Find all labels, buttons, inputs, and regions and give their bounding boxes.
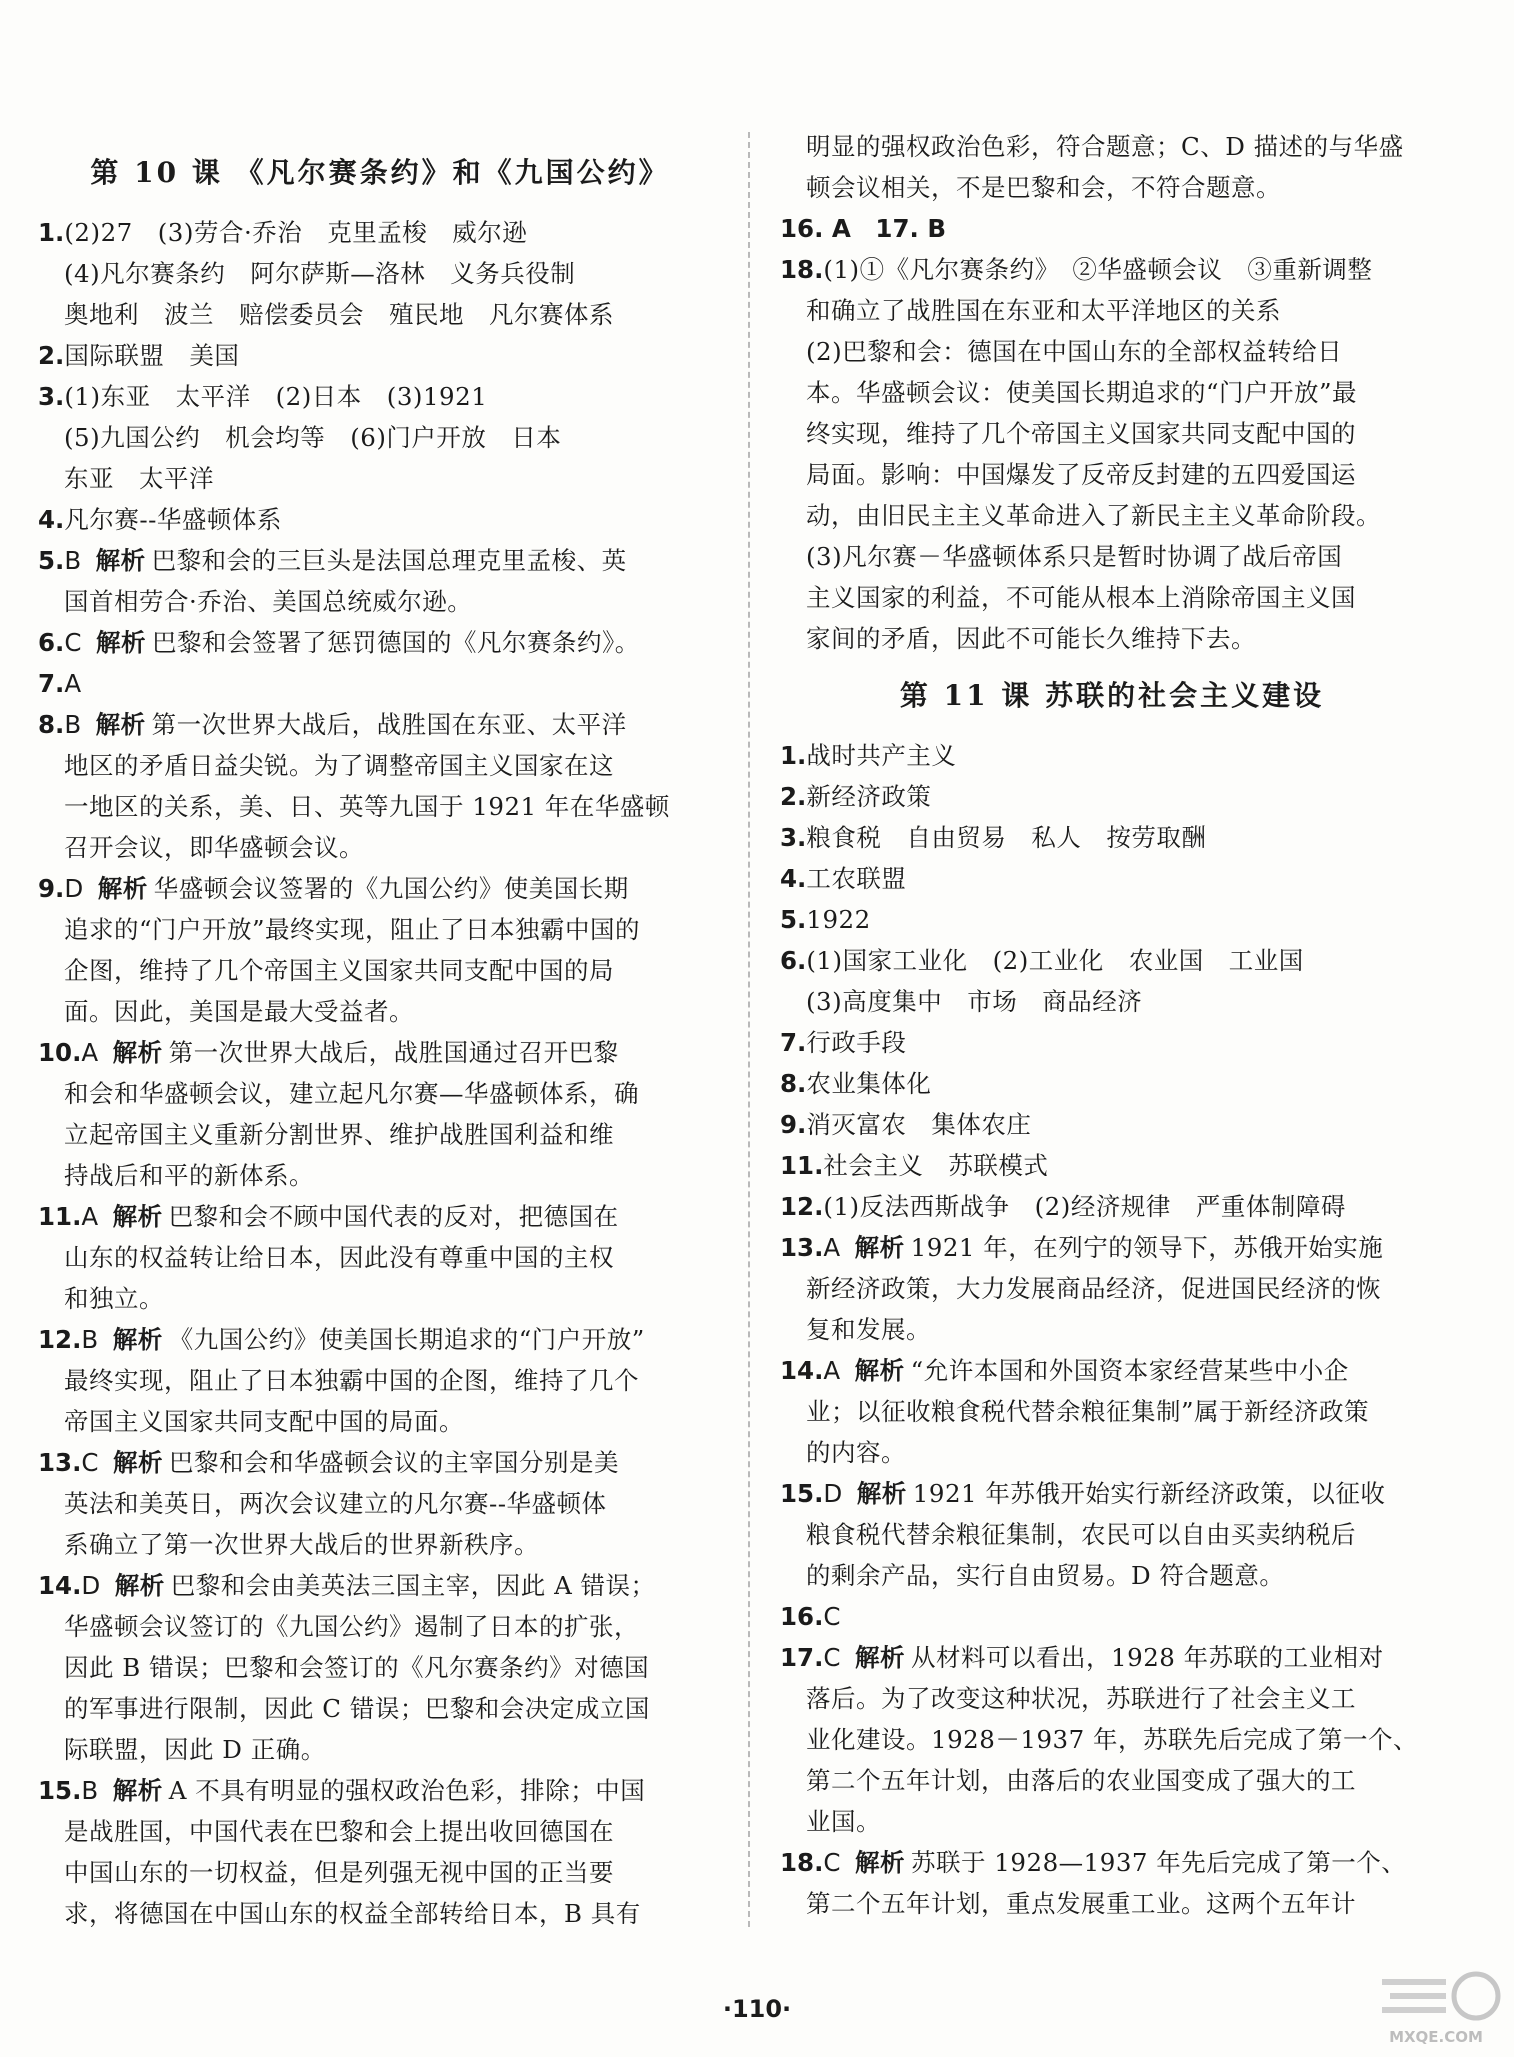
analysis-label: 解析 — [854, 1356, 905, 1385]
answer-text: 粮食税 自由贸易 私人 按劳取酬 — [806, 823, 1207, 852]
question-number: 11. — [38, 1202, 82, 1231]
answer-text-line: 主义国家的利益，不可能从根本上消除帝国主义国 — [806, 583, 1356, 612]
answer-text-line: 和独立。 — [64, 1284, 164, 1313]
answer-text: (1)①《凡尔赛条约》 ②华盛顿会议 ③重新调整 — [823, 255, 1373, 284]
answer-item: 16. A 17. B — [780, 214, 946, 243]
answer-choice: C — [823, 1848, 842, 1877]
question-number: 18. — [780, 1848, 824, 1877]
analysis-label: 解析 — [112, 1202, 163, 1231]
answer-text-line: 业；以征收粮食税代替余粮征集制”属于新经济政策 — [806, 1397, 1370, 1426]
answer-text-line: 奥地利 波兰 赔偿委员会 殖民地 凡尔赛体系 — [64, 300, 614, 329]
answer-text: 华盛顿会议签署的《九国公约》使美国长期 — [153, 874, 629, 903]
question-number: 15. — [780, 1479, 824, 1508]
answer-choice: A — [823, 1233, 841, 1262]
analysis-label: 解析 — [112, 1038, 163, 1067]
answer-text-line: 中国山东的一切权益，但是列强无视中国的正当要 — [64, 1858, 614, 1887]
question-number: 1. — [780, 741, 807, 770]
answer-item — [780, 858, 1444, 899]
question-number: 12. — [780, 1192, 824, 1221]
answer-text-line: 最终实现，阻止了日本独霸中国的企图，维持了几个 — [64, 1366, 639, 1395]
answer-text-line: 和会和华盛顿会议，建立起凡尔赛—华盛顿体系，确 — [64, 1079, 639, 1108]
answer-text: 巴黎和会和华盛顿会议的主宰国分别是美 — [169, 1448, 620, 1477]
answer-text-line: 落后。为了改变这种状况，苏联进行了社会主义工 — [806, 1684, 1356, 1713]
answer-text: 《九国公约》使美国长期追求的“门户开放” — [168, 1325, 645, 1354]
answer-item — [780, 1186, 1444, 1227]
answer-text-line: 新经济政策，大力发展商品经济，促进国民经济的恢 — [806, 1274, 1381, 1303]
answer-text-line: 求，将德国在中国山东的权益全部转给日本，B 具有 — [64, 1899, 641, 1928]
answer-item — [38, 1196, 722, 1237]
answer-text: 社会主义 苏联模式 — [823, 1151, 1049, 1180]
answer-text: 行政手段 — [806, 1028, 907, 1057]
answer-text-line: 的军事进行限制，因此 C 错误；巴黎和会决定成立国 — [64, 1694, 650, 1723]
analysis-label: 解析 — [95, 628, 146, 657]
answer-text: 第一次世界大战后，战胜国通过召开巴黎 — [168, 1038, 619, 1067]
answer-choice: A — [81, 1202, 99, 1231]
answer-text-line: (5)九国公约 机会均等 (6)门户开放 日本 — [64, 423, 562, 452]
answer-text-line: 终实现，维持了几个帝国主义国家共同支配中国的 — [806, 419, 1356, 448]
answer-text-line: 第二个五年计划，由落后的农业国变成了强大的工 — [806, 1766, 1356, 1795]
question-number: 13. — [38, 1448, 82, 1477]
answer-text-line: (4)凡尔赛条约 阿尔萨斯—洛林 义务兵役制 — [64, 259, 576, 288]
analysis-label: 解析 — [95, 546, 146, 575]
answer-text: 工农联盟 — [806, 864, 907, 893]
answer-text-line: 面。因此，美国是最大受益者。 — [64, 997, 414, 1026]
answer-text: 巴黎和会由美英法三国主宰，因此 A 错误； — [170, 1571, 656, 1600]
right-column — [780, 126, 1444, 1924]
answer-text: (1)东亚 太平洋 (2)日本 (3)1921 — [64, 382, 488, 411]
question-number: 7. — [780, 1028, 807, 1057]
answer-item — [780, 1063, 1444, 1104]
analysis-label: 解析 — [856, 1479, 907, 1508]
answer-item — [780, 1104, 1444, 1145]
answer-choice: A — [64, 669, 82, 698]
left-column — [38, 126, 722, 1934]
analysis-label: 解析 — [97, 874, 148, 903]
question-number: 6. — [38, 628, 65, 657]
answer-item — [38, 1442, 722, 1483]
answer-item — [780, 1842, 1444, 1883]
answer-text-line: 东亚 太平洋 — [64, 464, 214, 493]
answer-text-line: 复和发展。 — [806, 1315, 931, 1344]
answer-item — [38, 499, 722, 540]
answer-text: (1)国家工业化 (2)工业化 农业国 工业国 — [806, 946, 1304, 975]
answer-text-line: 英法和美英日，两次会议建立的凡尔赛--华盛顿体 — [64, 1489, 607, 1518]
question-number: 14. — [38, 1571, 82, 1600]
question-number: 9. — [38, 874, 65, 903]
answer-item — [38, 1319, 722, 1360]
lesson-title: 第 10 课 《凡尔赛条约》和《九国公约》 — [90, 156, 670, 189]
answer-item — [780, 776, 1444, 817]
answer-item — [780, 1022, 1444, 1063]
answer-item — [38, 540, 722, 581]
analysis-label: 解析 — [854, 1233, 905, 1262]
answer-text-line: 家间的矛盾，因此不可能长久维持下去。 — [806, 624, 1256, 653]
answer-item — [780, 1350, 1444, 1391]
answer-item — [38, 622, 722, 663]
answer-text-line: 山东的权益转让给日本，因此没有尊重中国的主权 — [64, 1243, 614, 1272]
question-number: 11. — [780, 1151, 824, 1180]
answer-choice: B — [64, 546, 82, 575]
answer-item — [780, 249, 1444, 290]
answer-text: 1921 年苏俄开始实行新经济政策，以征收 — [912, 1479, 1386, 1508]
answer-item — [780, 899, 1444, 940]
watermark-logo — [1372, 1962, 1502, 2048]
question-number: 5. — [780, 905, 807, 934]
analysis-label: 解析 — [112, 1776, 163, 1805]
answer-text-line: 第二个五年计划，重点发展重工业。这两个五年计 — [806, 1889, 1356, 1918]
answer-item — [38, 1565, 722, 1606]
page-number: ·110· — [722, 1995, 792, 2023]
answer-text-line: 局面。影响：中国爆发了反帝反封建的五四爱国运 — [806, 460, 1356, 489]
answer-text: 巴黎和会签署了惩罚德国的《凡尔赛条约》。 — [151, 628, 640, 657]
question-number: 18. — [780, 255, 824, 284]
answer-text-line: 业国。 — [806, 1807, 881, 1836]
question-number: 7. — [38, 669, 65, 698]
answer-item — [780, 1637, 1444, 1678]
answer-item — [38, 868, 722, 909]
answer-text-line: (2)巴黎和会：德国在中国山东的全部权益转给日 — [806, 337, 1343, 366]
answer-item — [38, 704, 722, 745]
answer-choice: C — [823, 1643, 842, 1672]
answer-text-line: 召开会议，即华盛顿会议。 — [64, 833, 364, 862]
answer-choice: C — [81, 1448, 100, 1477]
answer-text-line: 明显的强权政治色彩，符合题意；C、D 描述的与华盛 — [806, 132, 1404, 161]
answer-text-line: 地区的矛盾日益尖锐。为了调整帝国主义国家在这 — [64, 751, 614, 780]
answer-text-line: 一地区的关系，美、日、英等九国于 1921 年在华盛顿 — [64, 792, 670, 821]
answer-text-line: 系确立了第一次世界大战后的世界新秩序。 — [64, 1530, 539, 1559]
question-number: 9. — [780, 1110, 807, 1139]
analysis-label: 解析 — [855, 1643, 906, 1672]
question-number: 15. — [38, 1776, 82, 1805]
question-number: 3. — [780, 823, 807, 852]
answer-choice: D — [81, 1571, 101, 1600]
answer-text-line: 帝国主义国家共同支配中国的局面。 — [64, 1407, 464, 1436]
answer-text-line: 华盛顿会议签订的《九国公约》遏制了日本的扩张， — [64, 1612, 639, 1641]
answer-item — [38, 663, 722, 704]
answer-choice: B — [81, 1325, 99, 1354]
answer-item — [780, 1145, 1444, 1186]
question-number: 6. — [780, 946, 807, 975]
question-number: 13. — [780, 1233, 824, 1262]
question-number: 10. — [38, 1038, 82, 1067]
answer-text-line: (3)高度集中 市场 商品经济 — [806, 987, 1143, 1016]
answer-choice: A — [823, 1356, 841, 1385]
answer-text-line: 是战胜国，中国代表在巴黎和会上提出收回德国在 — [64, 1817, 614, 1846]
answer-text: A 不具有明显的强权政治色彩，排除；中国 — [168, 1776, 646, 1805]
question-number: 8. — [780, 1069, 807, 1098]
question-number: 12. — [38, 1325, 82, 1354]
answer-text-line: 追求的“门户开放”最终实现，阻止了日本独霸中国的 — [64, 915, 641, 944]
question-number: 17. — [780, 1643, 824, 1672]
answer-text-line: (3)凡尔赛－华盛顿体系只是暂时协调了战后帝国 — [806, 542, 1343, 571]
answer-text: 第一次世界大战后，战胜国在东亚、太平洋 — [151, 710, 627, 739]
answer-text-line: 的剩余产品，实行自由贸易。D 符合题意。 — [806, 1561, 1285, 1590]
answer-text: 苏联于 1928—1937 年先后完成了第一个、 — [911, 1848, 1407, 1877]
analysis-label: 解析 — [95, 710, 146, 739]
answer-choice: A — [81, 1038, 99, 1067]
answer-text: 巴黎和会不顾中国代表的反对，把德国在 — [168, 1202, 619, 1231]
answer-text-line: 持战后和平的新体系。 — [64, 1161, 314, 1190]
answer-text: 农业集体化 — [806, 1069, 932, 1098]
answer-text: 从材料可以看出，1928 年苏联的工业相对 — [911, 1643, 1384, 1672]
svg-text:MXQE.COM: MXQE.COM — [1389, 2028, 1483, 2046]
analysis-label: 解析 — [114, 1571, 165, 1600]
answer-text: “允许本国和外国资本家经营某些中小企 — [910, 1356, 1349, 1385]
answer-item — [38, 1032, 722, 1073]
question-number: 8. — [38, 710, 65, 739]
question-number: 1. — [38, 218, 65, 247]
answer-choice: D — [64, 874, 84, 903]
answer-item — [780, 735, 1444, 776]
answer-text: 国际联盟 美国 — [64, 341, 240, 370]
answer-item — [780, 1473, 1444, 1514]
answer-item — [38, 1770, 722, 1811]
answer-text-line: 和确立了战胜国在东亚和太平洋地区的关系 — [806, 296, 1281, 325]
analysis-label: 解析 — [113, 1448, 164, 1477]
answer-text-line: 因此 B 错误；巴黎和会签订的《凡尔赛条约》对德国 — [64, 1653, 650, 1682]
column-divider — [748, 132, 750, 1927]
answer-choice: B — [64, 710, 82, 739]
answer-text: 1922 — [806, 905, 871, 934]
answer-text: 消灭富农 集体农庄 — [806, 1110, 1032, 1139]
answer-choice: C — [823, 1602, 842, 1631]
answer-text-line: 粮食税代替余粮征集制，农民可以自由买卖纳税后 — [806, 1520, 1356, 1549]
answer-text-line: 动，由旧民主主义革命进入了新民主主义革命阶段。 — [806, 501, 1381, 530]
answer-text: 凡尔赛--华盛顿体系 — [64, 505, 282, 534]
answer-text-line: 立起帝国主义重新分割世界、维护战胜国利益和维 — [64, 1120, 614, 1149]
answer-text: 1921 年，在列宁的领导下，苏俄开始实施 — [910, 1233, 1384, 1262]
answer-text: 战时共产主义 — [806, 741, 957, 770]
analysis-label: 解析 — [112, 1325, 163, 1354]
question-number: 3. — [38, 382, 65, 411]
answer-item — [38, 376, 722, 417]
question-number: 5. — [38, 546, 65, 575]
question-number: 14. — [780, 1356, 824, 1385]
answer-text-line: 的内容。 — [806, 1438, 906, 1467]
lesson-title: 第 11 课 苏联的社会主义建设 — [899, 679, 1325, 712]
answer-item — [780, 817, 1444, 858]
question-number: 2. — [38, 341, 65, 370]
answer-text: (1)反法西斯战争 (2)经济规律 严重体制障碍 — [823, 1192, 1346, 1221]
answer-item — [38, 212, 722, 253]
answer-item — [38, 335, 722, 376]
question-number: 4. — [780, 864, 807, 893]
answer-text-line: 顿会议相关，不是巴黎和会，不符合题意。 — [806, 173, 1281, 202]
answer-text: (2)27 (3)劳合·乔治 克里孟梭 威尔逊 — [64, 218, 528, 247]
answer-text-line: 企图，维持了几个帝国主义国家共同支配中国的局 — [64, 956, 614, 985]
answer-text: 新经济政策 — [806, 782, 932, 811]
answer-text-line: 本。华盛顿会议：使美国长期追求的“门户开放”最 — [806, 378, 1358, 407]
analysis-label: 解析 — [855, 1848, 906, 1877]
answer-choice: B — [81, 1776, 99, 1805]
answer-text-line: 际联盟，因此 D 正确。 — [64, 1735, 326, 1764]
answer-text-line: 国首相劳合·乔治、美国总统威尔逊。 — [64, 587, 473, 616]
answer-text: 巴黎和会的三巨头是法国总理克里孟梭、英 — [151, 546, 627, 575]
answer-item — [780, 1596, 1444, 1637]
question-number: 4. — [38, 505, 65, 534]
answer-item — [780, 1227, 1444, 1268]
question-number: 2. — [780, 782, 807, 811]
question-number: 16. — [780, 1602, 824, 1631]
answer-text-line: 业化建设。1928－1937 年，苏联先后完成了第一个、 — [806, 1725, 1418, 1754]
answer-item — [780, 940, 1444, 981]
answer-choice: C — [64, 628, 82, 657]
answer-choice: D — [823, 1479, 843, 1508]
